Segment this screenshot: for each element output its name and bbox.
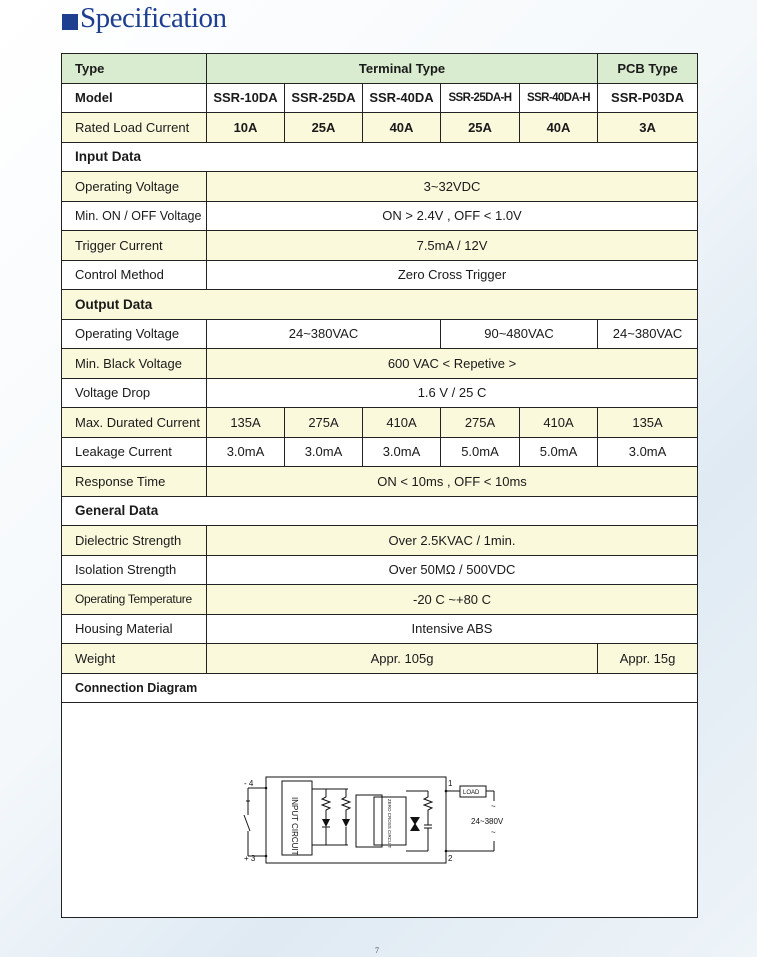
dielectric-strength-value: Over 2.5KVAC / 1min. — [207, 526, 698, 556]
response-time-row — [62, 467, 698, 497]
operating-temperature-label: Operating Temperature — [62, 585, 207, 615]
input-operating-voltage-label: Operating Voltage — [62, 172, 207, 202]
control-method-value: Zero Cross Trigger — [207, 260, 698, 290]
trigger-current-value: 7.5mA / 12V — [207, 231, 698, 261]
rated-load-cell: 25A — [285, 113, 363, 143]
led-1-icon — [322, 819, 330, 827]
node-dot — [445, 790, 448, 793]
output-operating-voltage-cell: 24~380VAC — [207, 319, 441, 349]
ac-voltage-label: 24~380V — [471, 817, 504, 826]
rated-load-cell: 3A — [598, 113, 698, 143]
resistor-1 — [322, 789, 330, 819]
trigger-current-row — [62, 231, 698, 261]
model-cell: SSR-40DA-H — [520, 83, 598, 113]
min-on-off-value: ON > 2.4V , OFF < 1.0V — [207, 201, 698, 231]
leakage-current-cell: 3.0mA — [285, 437, 363, 467]
model-cell: SSR-25DA — [285, 83, 363, 113]
leakage-current-label: Leakage Current — [62, 437, 207, 467]
model-cell: SSR-40DA — [363, 83, 441, 113]
leakage-current-cell: 5.0mA — [441, 437, 520, 467]
load-label: LOAD — [463, 790, 480, 796]
node-dot — [265, 787, 268, 790]
operating-temperature-row — [62, 585, 698, 615]
max-durated-current-row — [62, 408, 698, 438]
title-square-icon — [62, 14, 78, 30]
output-operating-voltage-label: Operating Voltage — [62, 319, 207, 349]
input-circuit-label: INPUT CIRCUIT — [290, 797, 299, 856]
rated-load-cell: 10A — [207, 113, 285, 143]
input-section-heading: Input Data — [62, 142, 698, 172]
zero-cross-label: ZERO CROSS CIRCUIT — [387, 799, 392, 849]
connection-section-row — [62, 673, 698, 703]
terminal-1-label: 1 — [448, 779, 453, 788]
opto-box — [356, 795, 382, 847]
isolation-strength-row — [62, 555, 698, 585]
min-on-off-row — [62, 201, 698, 231]
weight-cell: Appr. 15g — [598, 644, 698, 674]
input-operating-voltage-value: 3~32VDC — [207, 172, 698, 202]
general-section-row — [62, 496, 698, 526]
leakage-current-cell: 3.0mA — [363, 437, 441, 467]
output-operating-voltage-cell: 90~480VAC — [441, 319, 598, 349]
voltage-drop-value: 1.6 V / 25 C — [207, 378, 698, 408]
header-terminal-type: Terminal Type — [207, 54, 598, 84]
min-black-voltage-row — [62, 349, 698, 379]
rated-load-cell: 40A — [520, 113, 598, 143]
model-cell: SSR-10DA — [207, 83, 285, 113]
min-black-voltage-value: 600 VAC < Repetive > — [207, 349, 698, 379]
model-cell: SSR-P03DA — [598, 83, 698, 113]
led-2-icon — [342, 819, 350, 827]
page-number: 7 — [375, 946, 379, 955]
min-on-off-label: Min. ON / OFF Voltage — [62, 201, 207, 231]
leakage-current-row — [62, 437, 698, 467]
ac-tilde-bottom: ~ — [491, 828, 496, 837]
output-operating-voltage-cell: 24~380VAC — [598, 319, 698, 349]
terminal-2-label: 2 — [448, 854, 453, 863]
weight-label: Weight — [62, 644, 207, 674]
weight-row — [62, 644, 698, 674]
header-pcb-type: PCB Type — [598, 54, 698, 84]
trigger-current-label: Trigger Current — [62, 231, 207, 261]
triac-icon-2 — [410, 823, 420, 831]
max-durated-current-cell: 410A — [363, 408, 441, 438]
leakage-current-cell: 3.0mA — [598, 437, 698, 467]
model-row — [62, 83, 698, 113]
header-type: Type — [62, 54, 207, 84]
response-time-value: ON < 10ms , OFF < 10ms — [207, 467, 698, 497]
output-operating-voltage-row — [62, 319, 698, 349]
input-operating-voltage-row — [62, 172, 698, 202]
model-label: Model — [62, 83, 207, 113]
resistor-2 — [342, 789, 350, 819]
max-durated-current-label: Max. Durated Current — [62, 408, 207, 438]
max-durated-current-cell: 275A — [285, 408, 363, 438]
page-title-text: Specification — [80, 2, 227, 34]
min-black-voltage-label: Min. Black Voltage — [62, 349, 207, 379]
response-time-label: Response Time — [62, 467, 207, 497]
ac-tilde-top: ~ — [491, 802, 496, 811]
node-dot — [445, 850, 448, 853]
operating-temperature-value: -20 C ~+80 C — [207, 585, 698, 615]
page-title — [62, 2, 227, 35]
isolation-strength-value: Over 50MΩ / 500VDC — [207, 555, 698, 585]
max-durated-current-cell: 135A — [207, 408, 285, 438]
max-durated-current-cell: 275A — [441, 408, 520, 438]
snubber-resistor — [424, 791, 432, 817]
isolation-strength-label: Isolation Strength — [62, 555, 207, 585]
output-section-heading: Output Data — [62, 290, 698, 320]
rated-load-cell: 40A — [363, 113, 441, 143]
control-method-label: Control Method — [62, 260, 207, 290]
voltage-drop-row — [62, 378, 698, 408]
voltage-drop-label: Voltage Drop — [62, 378, 207, 408]
general-section-heading: General Data — [62, 496, 698, 526]
housing-material-row — [62, 614, 698, 644]
max-durated-current-cell: 410A — [520, 408, 598, 438]
max-durated-current-cell: 135A — [598, 408, 698, 438]
rated-load-label: Rated Load Current — [62, 113, 207, 143]
weight-cell: Appr. 105g — [207, 644, 598, 674]
input-section-row — [62, 142, 698, 172]
connection-section-heading: Connection Diagram — [62, 673, 698, 703]
terminal-minus-4-label: - 4 — [244, 779, 254, 788]
header-row — [62, 54, 698, 84]
rated-load-cell: 25A — [441, 113, 520, 143]
model-cell: SSR-25DA-H — [441, 83, 520, 113]
housing-material-label: Housing Material — [62, 614, 207, 644]
output-section-row — [62, 290, 698, 320]
dielectric-strength-row — [62, 526, 698, 556]
control-method-row — [62, 260, 698, 290]
housing-material-value: Intensive ABS — [207, 614, 698, 644]
dielectric-strength-label: Dielectric Strength — [62, 526, 207, 556]
switch-contact — [244, 815, 250, 831]
rated-load-row — [62, 113, 698, 143]
leakage-current-cell: 5.0mA — [520, 437, 598, 467]
terminal-plus-3-label: + 3 — [244, 854, 256, 863]
node-dot — [265, 855, 268, 858]
connection-diagram — [238, 773, 518, 868]
leakage-current-cell: 3.0mA — [207, 437, 285, 467]
